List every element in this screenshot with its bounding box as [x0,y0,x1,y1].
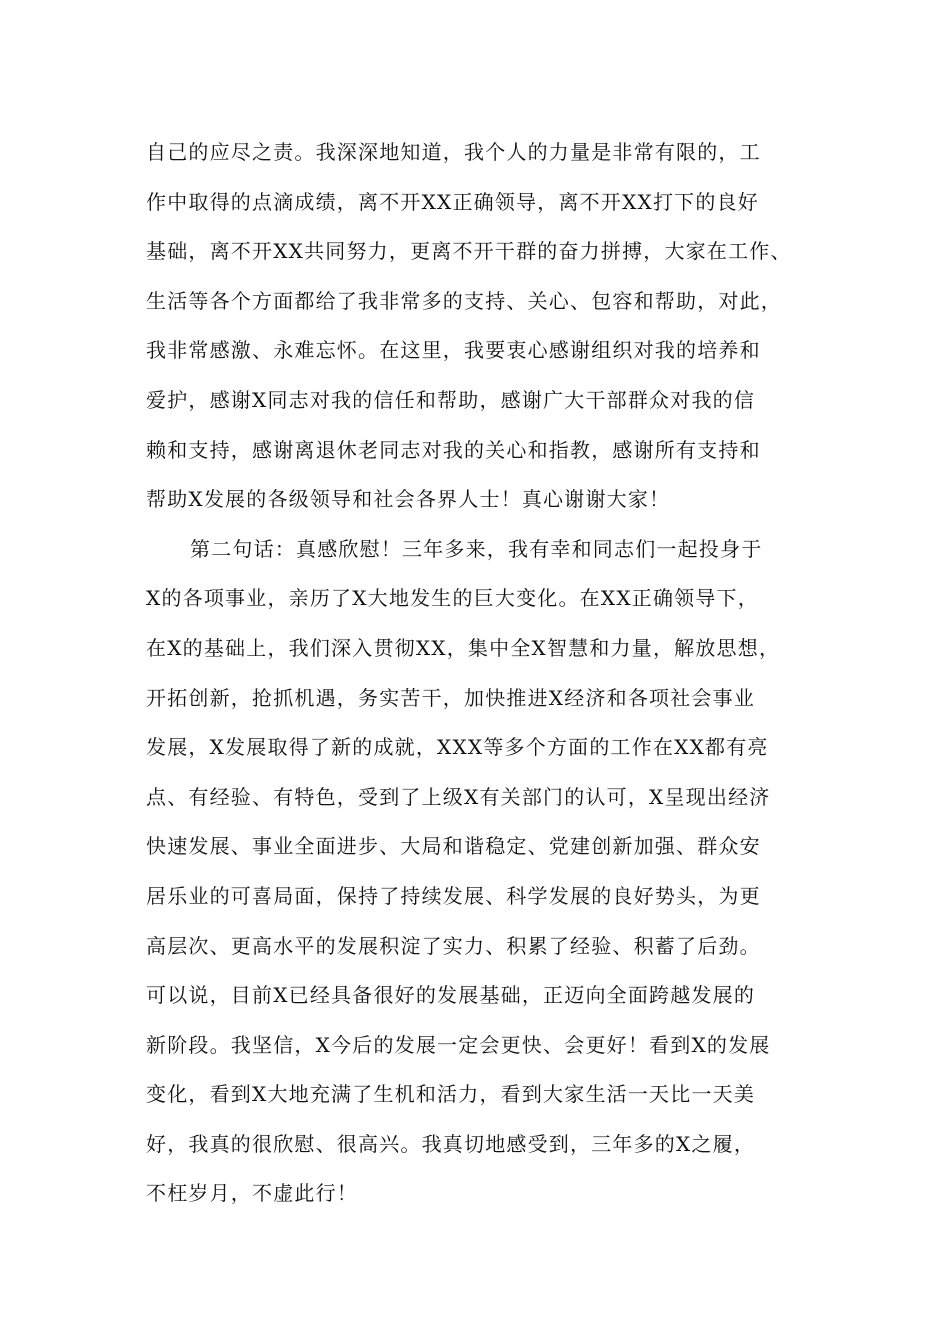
text-line: 快速发展、事业全面进步、大局和谐稳定、党建创新加强、群众安 [146,834,761,859]
text-line: 作中取得的点滴成绩，离不开XX正确领导，离不开XX打下的良好 [146,189,759,214]
text-line: 我非常感激、永难忘怀。在这里，我要衷心感谢组织对我的培养和 [146,338,761,363]
text-line: X的各项事业，亲历了X大地发生的巨大变化。在XX正确领导下， [146,586,759,611]
text-line: 点、有经验、有特色，受到了上级X有关部门的认可，X呈现出经济 [146,784,771,809]
text-line: 新阶段。我坚信，X今后的发展一定会更快、会更好！看到X的发展 [146,1032,771,1057]
text-line: 可以说，目前X已经具备很好的发展基础，正迈向全面跨越发展的 [146,983,756,1008]
text-line: 高层次、更高水平的发展积淀了实力、积累了经验、积蓄了后劲。 [146,933,761,958]
text-line: 爱护，感谢X同志对我的信任和帮助，感谢广大干部群众对我的信 [146,387,756,412]
text-line: 自己的应尽之责。我深深地知道，我个人的力量是非常有限的，工 [146,140,761,164]
text-line: 基础，离不开XX共同努力，更离不开干群的奋力拼搏，大家在工作、 [146,239,792,264]
text-line: 好，我真的很欣慰、很高兴。我真切地感受到，三年多的X之履， [146,1131,756,1156]
text-line: 帮助X发展的各级领导和社会各界人士！真心谢谢大家！ [146,487,671,512]
body-text [146,132,826,1223]
text-line: 生活等各个方面都给了我非常多的支持、关心、包容和帮助，对此， [146,288,782,313]
text-line: 发展，X发展取得了新的成就，XXX等多个方面的工作在XX都有亮 [146,735,769,760]
text-line: 开拓创新，抢抓机遇，务实苦干，加快推进X经济和各项社会事业 [146,685,756,710]
text-line: 变化，看到X大地充满了生机和活力，看到大家生活一天比一天美 [146,1082,756,1107]
text-line: 居乐业的可喜局面，保持了持续发展、科学发展的良好势头，为更 [146,883,761,908]
text-line: 在X的基础上，我们深入贯彻XX，集中全X智慧和力量，解放思想， [146,635,781,660]
text-line: 赖和支持，感谢离退休老同志对我的关心和指教，感谢所有支持和 [146,437,761,462]
paragraph-start-line: 第二句话：真感欣慰！三年多来，我有幸和同志们一起投身于 [190,536,763,561]
text-line: 不枉岁月，不虚此行！ [146,1181,358,1206]
